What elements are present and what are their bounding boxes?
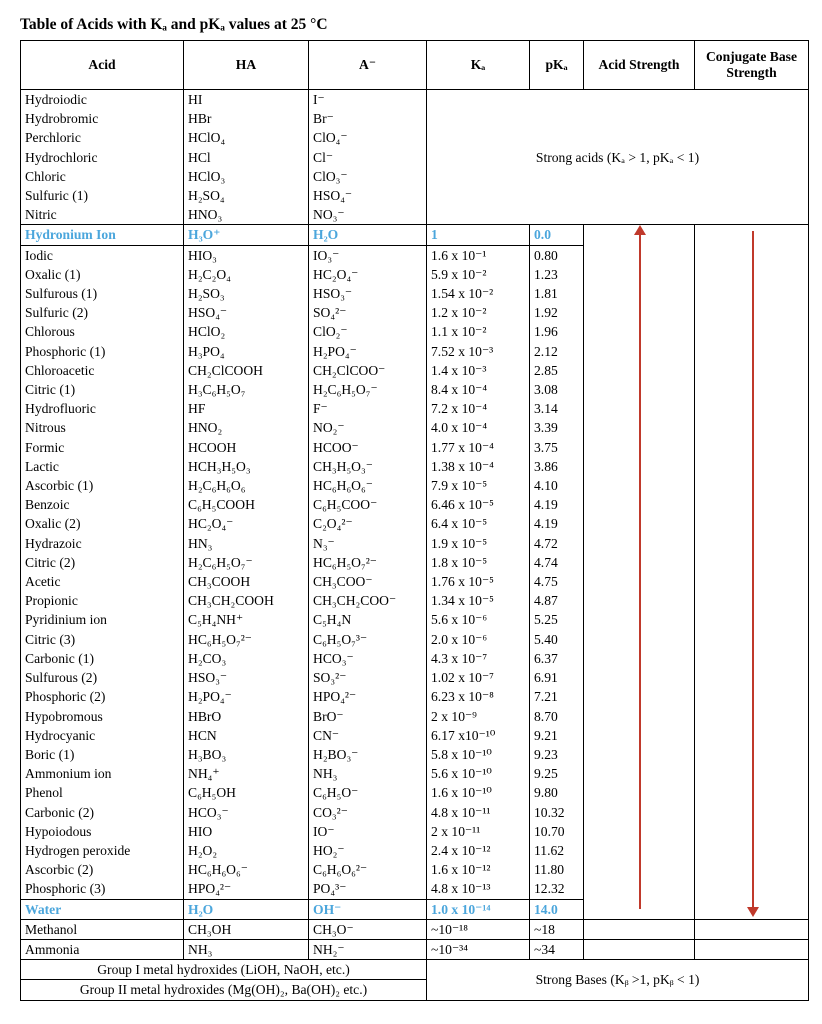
acid-formula: HIO₃ [184, 245, 309, 265]
ka-value: 4.3 x 10⁻⁷ [427, 649, 530, 668]
acid-formula: C₆H₅COOH [184, 495, 309, 514]
ka-value: 1.6 x 10⁻¹² [427, 860, 530, 879]
ka-value: 6.46 x 10⁻⁵ [427, 495, 530, 514]
header-acid-strength: Acid Strength [584, 41, 695, 90]
ka-value: 1 [427, 225, 530, 245]
pka-value: ~18 [530, 919, 584, 939]
ka-value: 1.9 x 10⁻⁵ [427, 534, 530, 553]
conjugate-base-formula: N₃⁻ [309, 534, 427, 553]
acid-name: Iodic [21, 245, 184, 265]
acid-name: Oxalic (1) [21, 265, 184, 284]
acid-formula: HCN [184, 726, 309, 745]
acid-formula: HCH₃H₅O₃ [184, 457, 309, 476]
acid-formula: NH₃ [184, 939, 309, 959]
conjugate-base-formula: OH⁻ [309, 899, 427, 919]
conjugate-base-formula: C₆H₅O⁻ [309, 783, 427, 802]
header-conjugate-base-strength: Conjugate Base Strength [695, 41, 809, 90]
acid-formula: H₂CO₃ [184, 649, 309, 668]
conjugate-base-formula: H₂BO₃⁻ [309, 745, 427, 764]
acid-name: Carbonic (1) [21, 649, 184, 668]
pka-value: 1.92 [530, 303, 584, 322]
conjugate-base-formula: ClO₄⁻ [309, 128, 427, 147]
conjugate-base-formula: CH₃O⁻ [309, 919, 427, 939]
pka-value: 12.32 [530, 879, 584, 899]
acid-name: Hypobromous [21, 707, 184, 726]
table-row [21, 90, 809, 110]
ka-value: 6.17 x10⁻¹⁰ [427, 726, 530, 745]
table-row [21, 919, 809, 939]
conjugate-base-formula: CH₃COO⁻ [309, 572, 427, 591]
acid-formula: HC₆H₆O₆⁻ [184, 860, 309, 879]
group2-hydroxides: Group II metal hydroxides (Mg(OH)₂, Ba(OH)₂ etc.) [21, 980, 427, 1000]
ka-value: 2 x 10⁻¹¹ [427, 822, 530, 841]
acid-name: Acetic [21, 572, 184, 591]
acid-name: Citric (2) [21, 553, 184, 572]
acid-formula: HSO₄⁻ [184, 303, 309, 322]
pka-value: 4.19 [530, 495, 584, 514]
ka-value: 1.34 x 10⁻⁵ [427, 591, 530, 610]
ka-value: 2.4 x 10⁻¹² [427, 841, 530, 860]
ka-value: 8.4 x 10⁻⁴ [427, 380, 530, 399]
ka-value: 1.54 x 10⁻² [427, 284, 530, 303]
page-title: Table of Acids with Kₐ and pKₐ values at 25 °C [20, 16, 328, 33]
acid-formula: HIO [184, 822, 309, 841]
empty-cell [695, 919, 809, 939]
ka-value: ~10⁻¹⁸ [427, 919, 530, 939]
ka-value: 1.4 x 10⁻³ [427, 361, 530, 380]
acid-formula: HNO₃ [184, 205, 309, 225]
conjugate-base-formula: HC₂O₄⁻ [309, 265, 427, 284]
hydronium-row [21, 225, 809, 245]
acid-name: Phosphoric (1) [21, 342, 184, 361]
pka-value: 10.32 [530, 803, 584, 822]
acid-name: Hydrochloric [21, 148, 184, 167]
acid-formula: HCOOH [184, 438, 309, 457]
acid-name: Oxalic (2) [21, 514, 184, 533]
pka-value: 9.80 [530, 783, 584, 802]
conjugate-base-formula: HO₂⁻ [309, 841, 427, 860]
ka-value: 2.0 x 10⁻⁶ [427, 630, 530, 649]
acid-formula: H₂PO₄⁻ [184, 687, 309, 706]
acid-name: Hypoiodous [21, 822, 184, 841]
acid-name: Ammonia [21, 939, 184, 959]
strong-bases-note: Strong Bases (Kᵦ >1, pKᵦ < 1) [427, 960, 809, 1000]
pka-value: 4.72 [530, 534, 584, 553]
acid-name: Chloric [21, 167, 184, 186]
ka-value: 4.8 x 10⁻¹¹ [427, 803, 530, 822]
empty-cell [695, 939, 809, 959]
acid-name: Nitric [21, 205, 184, 225]
base-strength-arrow-cell [695, 225, 809, 919]
acid-name: Hydrogen peroxide [21, 841, 184, 860]
conjugate-base-formula: CH₃CH₂COO⁻ [309, 591, 427, 610]
acid-name: Water [21, 899, 184, 919]
acid-formula: H₂O₂ [184, 841, 309, 860]
ka-value: 1.0 x 10⁻¹⁴ [427, 899, 530, 919]
acid-name: Lactic [21, 457, 184, 476]
ka-value: 1.8 x 10⁻⁵ [427, 553, 530, 572]
pka-value: 4.10 [530, 476, 584, 495]
ka-value: ~10⁻³⁴ [427, 939, 530, 959]
conjugate-base-formula: CO₃²⁻ [309, 803, 427, 822]
header-a: A⁻ [309, 41, 427, 90]
acid-name: Hydronium Ion [21, 225, 184, 245]
acid-name: Phenol [21, 783, 184, 802]
conjugate-base-formula: SO₃²⁻ [309, 668, 427, 687]
conjugate-base-formula: ClO₂⁻ [309, 322, 427, 341]
acid-name: Sulfurous (1) [21, 284, 184, 303]
acid-name: Formic [21, 438, 184, 457]
conjugate-base-formula: H₂O [309, 225, 427, 245]
conjugate-base-formula: ClO₃⁻ [309, 167, 427, 186]
table-row [21, 939, 809, 959]
pka-value: 0.0 [530, 225, 584, 245]
pka-value: 9.23 [530, 745, 584, 764]
acid-name: Citric (1) [21, 380, 184, 399]
acid-name: Chloroacetic [21, 361, 184, 380]
pka-value: 11.80 [530, 860, 584, 879]
conjugate-base-formula: NH₃ [309, 764, 427, 783]
acid-name: Sulfurous (2) [21, 668, 184, 687]
acid-name: Ascorbic (1) [21, 476, 184, 495]
conjugate-base-formula: HCO₃⁻ [309, 649, 427, 668]
pka-value: 4.87 [530, 591, 584, 610]
conjugate-base-formula: NH₂⁻ [309, 939, 427, 959]
strong-acids-note: Strong acids (Kₐ > 1, pKₐ < 1) [427, 90, 809, 225]
pka-value: 6.91 [530, 668, 584, 687]
ka-value: 4.8 x 10⁻¹³ [427, 879, 530, 899]
ka-value: 1.6 x 10⁻¹⁰ [427, 783, 530, 802]
conjugate-base-formula: BrO⁻ [309, 707, 427, 726]
acid-formula: HClO₃ [184, 167, 309, 186]
acid-formula: HSO₃⁻ [184, 668, 309, 687]
acid-formula: CH₃COOH [184, 572, 309, 591]
acid-name: Methanol [21, 919, 184, 939]
conjugate-base-formula: CH₂ClCOO⁻ [309, 361, 427, 380]
pka-value: 8.70 [530, 707, 584, 726]
conjugate-base-formula: HC₆H₅O₇²⁻ [309, 553, 427, 572]
ka-value: 7.52 x 10⁻³ [427, 342, 530, 361]
acid-formula: H₃PO₄ [184, 342, 309, 361]
ka-value: 5.6 x 10⁻¹⁰ [427, 764, 530, 783]
acid-formula: HClO₄ [184, 128, 309, 147]
acid-formula: CH₃CH₂COOH [184, 591, 309, 610]
conjugate-base-formula: IO⁻ [309, 822, 427, 841]
acid-name: Pyridinium ion [21, 610, 184, 629]
acid-name: Perchloric [21, 128, 184, 147]
acid-formula: HClO₂ [184, 322, 309, 341]
ka-value: 5.6 x 10⁻⁶ [427, 610, 530, 629]
acid-name: Chlorous [21, 322, 184, 341]
ka-value: 1.2 x 10⁻² [427, 303, 530, 322]
pka-value: 1.23 [530, 265, 584, 284]
conjugate-base-formula: NO₃⁻ [309, 205, 427, 225]
ka-value: 6.23 x 10⁻⁸ [427, 687, 530, 706]
conjugate-base-formula: C₆H₆O₆²⁻ [309, 860, 427, 879]
acid-strength-arrow-cell [584, 225, 695, 919]
acid-name: Hydrocyanic [21, 726, 184, 745]
conjugate-base-formula: H₂C₆H₅O₇⁻ [309, 380, 427, 399]
conjugate-base-formula: C₅H₄N [309, 610, 427, 629]
pka-value: 2.85 [530, 361, 584, 380]
pka-value: 9.21 [530, 726, 584, 745]
acid-formula: HF [184, 399, 309, 418]
ka-value: 5.8 x 10⁻¹⁰ [427, 745, 530, 764]
acid-name: Sulfuric (1) [21, 186, 184, 205]
ka-value: 1.76 x 10⁻⁵ [427, 572, 530, 591]
group1-hydroxides: Group I metal hydroxides (LiOH, NaOH, etc.) [21, 960, 427, 980]
pka-value: 7.21 [530, 687, 584, 706]
conjugate-base-formula: C₂O₄²⁻ [309, 514, 427, 533]
acid-formula: CH₃OH [184, 919, 309, 939]
acid-name: Hydroiodic [21, 90, 184, 110]
acid-name: Phosphoric (2) [21, 687, 184, 706]
acid-name: Ammonium ion [21, 764, 184, 783]
header-ka: Kₐ [427, 41, 530, 90]
arrow-up-icon [639, 233, 641, 908]
acid-name: Carbonic (2) [21, 803, 184, 822]
acid-name: Citric (3) [21, 630, 184, 649]
ka-value: 1.6 x 10⁻¹ [427, 245, 530, 265]
bases-row [21, 960, 809, 980]
ka-value: 1.77 x 10⁻⁴ [427, 438, 530, 457]
acid-formula: C₅H₄NH⁺ [184, 610, 309, 629]
acid-formula: HBr [184, 109, 309, 128]
conjugate-base-formula: CH₃H₅O₃⁻ [309, 457, 427, 476]
acid-formula: H₂SO₃ [184, 284, 309, 303]
pka-value: 3.39 [530, 418, 584, 437]
pka-value: 4.19 [530, 514, 584, 533]
acid-name: Propionic [21, 591, 184, 610]
acid-formula: H₂C₆H₅O₇⁻ [184, 553, 309, 572]
ka-value: 7.2 x 10⁻⁴ [427, 399, 530, 418]
ka-value: 5.9 x 10⁻² [427, 265, 530, 284]
conjugate-base-formula: NO₂⁻ [309, 418, 427, 437]
acid-name: Hydrazoic [21, 534, 184, 553]
acid-formula: H₃BO₃ [184, 745, 309, 764]
conjugate-base-formula: HPO₄²⁻ [309, 687, 427, 706]
acid-formula: HN₃ [184, 534, 309, 553]
acid-name: Boric (1) [21, 745, 184, 764]
acid-formula: HNO₂ [184, 418, 309, 437]
pka-value: 4.74 [530, 553, 584, 572]
acid-formula: CH₂ClCOOH [184, 361, 309, 380]
pka-value: 5.25 [530, 610, 584, 629]
ka-value: 4.0 x 10⁻⁴ [427, 418, 530, 437]
conjugate-base-formula: Br⁻ [309, 109, 427, 128]
conjugate-base-formula: C₆H₅COO⁻ [309, 495, 427, 514]
ka-value: 2 x 10⁻⁹ [427, 707, 530, 726]
conjugate-base-formula: F⁻ [309, 399, 427, 418]
acid-formula: H₂SO₄ [184, 186, 309, 205]
conjugate-base-formula: HCOO⁻ [309, 438, 427, 457]
acid-name: Ascorbic (2) [21, 860, 184, 879]
header-row [21, 41, 809, 90]
acid-formula: HPO₄²⁻ [184, 879, 309, 899]
ka-value: 6.4 x 10⁻⁵ [427, 514, 530, 533]
acid-formula: NH₄⁺ [184, 764, 309, 783]
conjugate-base-formula: SO₄²⁻ [309, 303, 427, 322]
pka-value: 10.70 [530, 822, 584, 841]
conjugate-base-formula: HSO₄⁻ [309, 186, 427, 205]
pka-value: 3.14 [530, 399, 584, 418]
empty-cell [584, 939, 695, 959]
acid-name: Hydrobromic [21, 109, 184, 128]
conjugate-base-formula: IO₃⁻ [309, 245, 427, 265]
acid-formula: HBrO [184, 707, 309, 726]
ka-value: 7.9 x 10⁻⁵ [427, 476, 530, 495]
pka-value: 9.25 [530, 764, 584, 783]
conjugate-base-formula: HC₆H₆O₆⁻ [309, 476, 427, 495]
header-ha: HA [184, 41, 309, 90]
pka-value: 3.08 [530, 380, 584, 399]
conjugate-base-formula: CN⁻ [309, 726, 427, 745]
empty-cell [584, 919, 695, 939]
ka-value: 1.1 x 10⁻² [427, 322, 530, 341]
ka-value: 1.02 x 10⁻⁷ [427, 668, 530, 687]
acid-formula: HI [184, 90, 309, 110]
acid-formula: H₃O⁺ [184, 225, 309, 245]
conjugate-base-formula: C₆H₅O₇³⁻ [309, 630, 427, 649]
pka-value: 4.75 [530, 572, 584, 591]
arrow-down-icon [752, 231, 754, 908]
pka-value: 1.96 [530, 322, 584, 341]
pka-value: 3.75 [530, 438, 584, 457]
acid-name: Hydrofluoric [21, 399, 184, 418]
acid-formula: H₂C₆H₆O₆ [184, 476, 309, 495]
acid-formula: HCO₃⁻ [184, 803, 309, 822]
pka-value: 11.62 [530, 841, 584, 860]
ka-value: 1.38 x 10⁻⁴ [427, 457, 530, 476]
acid-formula: HC₂O₄⁻ [184, 514, 309, 533]
conjugate-base-formula: HSO₃⁻ [309, 284, 427, 303]
conjugate-base-formula: Cl⁻ [309, 148, 427, 167]
acid-formula: H₂C₂O₄ [184, 265, 309, 284]
acid-formula: HCl [184, 148, 309, 167]
header-pka: pKₐ [530, 41, 584, 90]
acid-name: Nitrous [21, 418, 184, 437]
pka-value: 5.40 [530, 630, 584, 649]
acid-formula: H₃C₆H₅O₇ [184, 380, 309, 399]
acid-formula: C₆H₅OH [184, 783, 309, 802]
header-acid: Acid [21, 41, 184, 90]
pka-value: 6.37 [530, 649, 584, 668]
pka-value: ~34 [530, 939, 584, 959]
conjugate-base-formula: PO₄³⁻ [309, 879, 427, 899]
acid-name: Phosphoric (3) [21, 879, 184, 899]
conjugate-base-formula: I⁻ [309, 90, 427, 110]
acid-formula: H₂O [184, 899, 309, 919]
pka-value: 1.81 [530, 284, 584, 303]
conjugate-base-formula: H₂PO₄⁻ [309, 342, 427, 361]
acid-name: Sulfuric (2) [21, 303, 184, 322]
pka-value: 0.80 [530, 245, 584, 265]
acid-formula: HC₆H₅O₇²⁻ [184, 630, 309, 649]
pka-value: 14.0 [530, 899, 584, 919]
pka-value: 2.12 [530, 342, 584, 361]
acid-table [20, 40, 809, 1001]
pka-value: 3.86 [530, 457, 584, 476]
acid-name: Benzoic [21, 495, 184, 514]
